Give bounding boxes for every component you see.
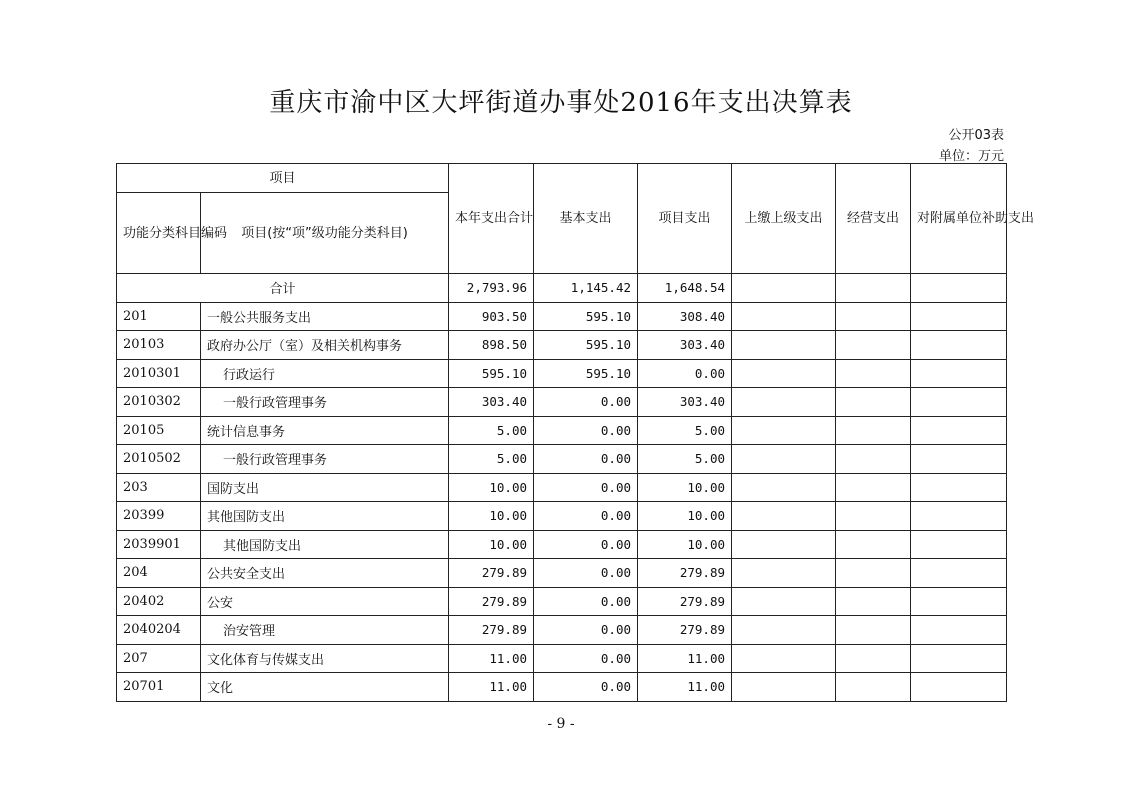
total-operating [836, 274, 911, 303]
row-basic: 0.00 [534, 616, 638, 645]
table-row [117, 673, 1007, 702]
row-subsidy [911, 359, 1007, 388]
row-project: 5.00 [638, 416, 732, 445]
row-project: 5.00 [638, 445, 732, 474]
row-operating [836, 331, 911, 360]
row-subsidy [911, 530, 1007, 559]
table-row [117, 587, 1007, 616]
row-name: 公安 [201, 587, 449, 616]
total-row [117, 274, 1007, 303]
row-project: 10.00 [638, 502, 732, 531]
row-code: 2039901 [117, 530, 201, 559]
row-code: 2040204 [117, 616, 201, 645]
row-project: 10.00 [638, 473, 732, 502]
row-subsidy [911, 616, 1007, 645]
row-project: 11.00 [638, 644, 732, 673]
row-upper [732, 331, 836, 360]
table-row [117, 302, 1007, 331]
row-total: 10.00 [449, 502, 534, 531]
row-total: 279.89 [449, 559, 534, 588]
table-row [117, 416, 1007, 445]
row-subsidy [911, 302, 1007, 331]
header-total: 本年支出合计 [449, 164, 534, 274]
row-upper [732, 388, 836, 417]
table-row [117, 359, 1007, 388]
row-name: 文化 [201, 673, 449, 702]
row-code: 20402 [117, 587, 201, 616]
row-name: 国防支出 [201, 473, 449, 502]
row-subsidy [911, 388, 1007, 417]
row-name: 行政运行 [201, 359, 449, 388]
row-subsidy [911, 587, 1007, 616]
row-name: 一般行政管理事务 [201, 388, 449, 417]
table-row [117, 388, 1007, 417]
row-basic: 595.10 [534, 302, 638, 331]
table-row [117, 644, 1007, 673]
row-basic: 0.00 [534, 445, 638, 474]
row-upper [732, 416, 836, 445]
header-subsidy: 对附属单位补助支出 [911, 164, 1007, 274]
row-project: 303.40 [638, 331, 732, 360]
row-total: 11.00 [449, 673, 534, 702]
row-upper [732, 530, 836, 559]
row-name: 一般行政管理事务 [201, 445, 449, 474]
row-name: 公共安全支出 [201, 559, 449, 588]
row-upper [732, 616, 836, 645]
page-number: - 9 - [547, 716, 575, 732]
row-basic: 0.00 [534, 644, 638, 673]
header-upper: 上缴上级支出 [732, 164, 836, 274]
table-row [117, 559, 1007, 588]
row-project: 0.00 [638, 359, 732, 388]
total-project: 1,648.54 [638, 274, 732, 303]
row-code: 2010502 [117, 445, 201, 474]
table-body [117, 274, 1007, 702]
total-subsidy [911, 274, 1007, 303]
row-operating [836, 473, 911, 502]
row-subsidy [911, 559, 1007, 588]
row-subsidy [911, 644, 1007, 673]
row-name: 统计信息事务 [201, 416, 449, 445]
row-basic: 0.00 [534, 473, 638, 502]
row-total: 898.50 [449, 331, 534, 360]
row-total: 10.00 [449, 473, 534, 502]
total-upper [732, 274, 836, 303]
row-total: 10.00 [449, 530, 534, 559]
row-operating [836, 416, 911, 445]
table-code: 公开03表 [948, 128, 1004, 143]
row-subsidy [911, 331, 1007, 360]
row-basic: 0.00 [534, 559, 638, 588]
row-basic: 0.00 [534, 502, 638, 531]
row-operating [836, 359, 911, 388]
row-upper [732, 644, 836, 673]
header-project: 项目支出 [638, 164, 732, 274]
row-operating [836, 673, 911, 702]
row-project: 279.89 [638, 616, 732, 645]
row-upper [732, 473, 836, 502]
row-basic: 0.00 [534, 416, 638, 445]
header-operating: 经营支出 [836, 164, 911, 274]
unit-label: 单位：万元 [938, 149, 1004, 164]
row-upper [732, 302, 836, 331]
row-name: 一般公共服务支出 [201, 302, 449, 331]
row-basic: 0.00 [534, 587, 638, 616]
row-total: 279.89 [449, 587, 534, 616]
row-operating [836, 530, 911, 559]
header-basic: 基本支出 [534, 164, 638, 274]
header-item-name: 项目(按“项”级功能分类科目) [201, 193, 449, 274]
row-subsidy [911, 673, 1007, 702]
row-project: 10.00 [638, 530, 732, 559]
row-basic: 595.10 [534, 331, 638, 360]
row-name: 政府办公厅（室）及相关机构事务 [201, 331, 449, 360]
row-subsidy [911, 473, 1007, 502]
row-upper [732, 559, 836, 588]
total-amount: 2,793.96 [449, 274, 534, 303]
row-total: 11.00 [449, 644, 534, 673]
row-total: 903.50 [449, 302, 534, 331]
row-subsidy [911, 502, 1007, 531]
row-upper [732, 502, 836, 531]
row-code: 2010301 [117, 359, 201, 388]
total-label: 合计 [117, 274, 449, 303]
row-operating [836, 616, 911, 645]
row-operating [836, 302, 911, 331]
row-code: 20103 [117, 331, 201, 360]
row-code: 201 [117, 302, 201, 331]
row-operating [836, 559, 911, 588]
row-code: 20105 [117, 416, 201, 445]
header-function-code: 功能分类科目编码 [117, 193, 201, 274]
page-title: 重庆市渝中区大坪街道办事处2016年支出决算表 [269, 88, 853, 118]
row-basic: 0.00 [534, 530, 638, 559]
row-total: 303.40 [449, 388, 534, 417]
row-operating [836, 587, 911, 616]
expenditure-table [116, 163, 1035, 702]
row-project: 279.89 [638, 559, 732, 588]
table-row [117, 331, 1007, 360]
row-basic: 0.00 [534, 673, 638, 702]
row-basic: 595.10 [534, 359, 638, 388]
row-total: 279.89 [449, 616, 534, 645]
row-upper [732, 359, 836, 388]
row-operating [836, 502, 911, 531]
row-name: 治安管理 [201, 616, 449, 645]
row-code: 207 [117, 644, 201, 673]
row-operating [836, 644, 911, 673]
row-code: 20399 [117, 502, 201, 531]
row-code: 20701 [117, 673, 201, 702]
row-code: 204 [117, 559, 201, 588]
row-upper [732, 587, 836, 616]
row-total: 595.10 [449, 359, 534, 388]
row-name: 其他国防支出 [201, 502, 449, 531]
table-row [117, 502, 1007, 531]
row-project: 303.40 [638, 388, 732, 417]
row-subsidy [911, 416, 1007, 445]
table-row [117, 616, 1007, 645]
row-basic: 0.00 [534, 388, 638, 417]
row-upper [732, 673, 836, 702]
table-row [117, 473, 1007, 502]
table-row [117, 445, 1007, 474]
row-subsidy [911, 445, 1007, 474]
row-name: 其他国防支出 [201, 530, 449, 559]
row-code: 203 [117, 473, 201, 502]
row-operating [836, 445, 911, 474]
row-operating [836, 388, 911, 417]
row-project: 279.89 [638, 587, 732, 616]
row-total: 5.00 [449, 445, 534, 474]
header-item-group: 项目 [117, 164, 449, 193]
row-project: 11.00 [638, 673, 732, 702]
row-code: 2010302 [117, 388, 201, 417]
row-total: 5.00 [449, 416, 534, 445]
table-row [117, 530, 1007, 559]
row-name: 文化体育与传媒支出 [201, 644, 449, 673]
row-project: 308.40 [638, 302, 732, 331]
total-basic: 1,145.42 [534, 274, 638, 303]
row-upper [732, 445, 836, 474]
